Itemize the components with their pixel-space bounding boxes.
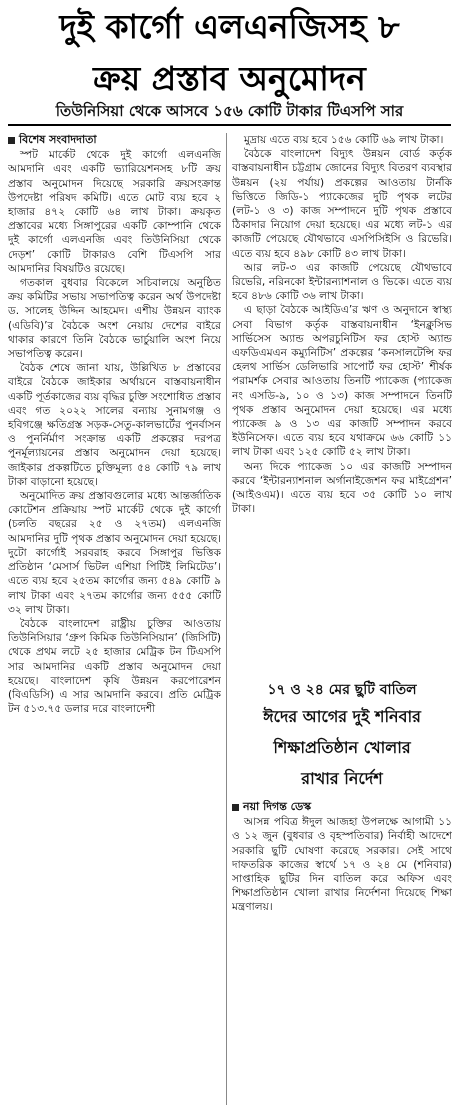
story2-headline-line2: শিক্ষাপ্রতিষ্ঠান খোলার [273, 738, 411, 757]
story2-paragraph: আসন্ন পবিত্র ঈদুল আজহা উপলক্ষে আগামী ১১ ও ১২ জুন (বুধবার ও বৃহস্পতিবার) নির্বাহী আদেশে সরকারি ছুটি ঘোষণা করেছে সরকার। সেই সাথে দাফতরিক কাজের স্বার্থে ১৭ ও ২৪ মে (শনিবার) সাপ্তাহিক ছুটির দিন বাতিল করে অফিস এবং শিক্ষাপ্রতিষ্ঠান খোলা রাখার নির্দেশনা দিয়েছে শিক্ষা মন্ত্রণালয়। [232, 816, 452, 914]
story1-paragraph: বৈঠকে বাংলাদেশ বিদ্যুৎ উন্নয়ন বোর্ড কর্তৃক বাস্তবায়নাধীন চট্টগ্রাম জোনের বিদ্যুৎ বিতরণ ব্যবস্থার উন্নয়ন (২য় পর্যায়) প্রকল্পের আওতায় টার্নকি ভিত্তিতে জিডি-১ প্যাকেজের দুটি পৃথক লটের (লট-১ ও ৩) কাজ সম্পাদনে দুটি পৃথক প্রস্তাবে ঠিকাদার নিয়োগ দেয়া হয়েছে। এর মধ্যে লট-১ এর কাজটি পেয়েছে যৌথভাবে এসপিসিইসি ও রিভেরি। এতে ব্যয় হবে ৪৯৮ কোটি ৪৩ লাখ টাকা। [232, 148, 452, 260]
story1-left-column [8, 133, 221, 1105]
story1-paragraph: আর লট-৩ এর কাজটি পেয়েছে যৌথভাবে রিভেরি, নরিনকো ইন্টারন্যাশনাল ও ভিকে। এতে ব্যয় হবে ৪৮৬ কোটি ৩৬ লাখ টাকা। [232, 261, 452, 303]
story2-headline-line3: রাখার নির্দেশ [301, 769, 383, 788]
story2-headline-line1: ঈদের আগের দুই শনিবার [263, 707, 421, 726]
story1-paragraph: বৈঠক শেষে জানা যায়, উল্লিখিত ৮ প্রস্তাবের বাইরে বৈঠকে জাইকার অর্থায়নে বাস্তবায়নাধীন একটি পূর্তকাজের ব্যয় বৃদ্ধির চুক্তি সংশোধিত প্রস্তাব এবং গত ২০২২ সালের বন্যায় সুনামগঞ্জ ও হবিগঞ্জে ক্ষতিগ্রস্ত সড়ক-সেতু-কালভার্টের পুনর্বাসন ও পুনর্নির্মাণ সংক্রান্ত একটি প্রকল্পের দরপত্র পুনর্মূল্যায়নের প্রস্তাব অনুমোদন দেয়া হয়েছে। জাইকার প্রকল্পটিতে চুক্তিমূল্য ৫৪ কোটি ৭৯ লাখ টাকা বাড়ানো হয়েছে। [8, 362, 221, 488]
story2-kicker: ১৭ ও ২৪ মের ছুটি বাতিল [267, 682, 417, 698]
story1-paragraph: গতকাল বুধবার বিকেলে সচিবালয়ে অনুষ্ঠিত ক্রয় কমিটির সভায় সভাপতিত্ব করেন অর্থ উপদেষ্টা ড. সালেহ উদ্দিন আহমেদ। এশীয় উন্নয়ন ব্যাংক (এডিবি)’র বৈঠকে অংশ নেয়ায় দেশের বাইরে থাকার কারণে তিনি বৈঠকে ভার্চুয়ালি অংশ নিয়ে সভাপতিত্ব করেন। [8, 277, 221, 361]
byline-bullet-icon [8, 137, 15, 144]
story1-right-column [232, 133, 452, 656]
main-headline-line1: দুই কার্গো এলএনজিসহ ৮ [59, 7, 400, 46]
story1-paragraph: অনুমোদিত ক্রয় প্রস্তাবগুলোর মধ্যে আন্তর্জাতিক কোটেশন প্রক্রিয়ায় স্পট মার্কেট থেকে দুই কার্গো (চলতি বছরের ২৫ ও ২৭তম) এলএনজি আমদানির দুটি পৃথক প্রস্তাব অনুমোদন দেয়া হয়েছে। দুটো কার্গোই সরবরাহ করবে সিঙ্গাপুর ভিত্তিক প্রতিষ্ঠান ‘মেসার্স ভিটল এশিয়া পিটিই লিমিটেড’। এতে ব্যয় হবে ২৫তম কার্গোর জন্য ৫৪৯ কোটি ৯ লাখ টাকা এবং ২৭তম কার্গোর জন্য ৫৫৫ কোটি ৩২ লাখ টাকা। [8, 490, 221, 616]
story1-paragraph: এ ছাড়া বৈঠকে আইডিএ’র ঋণ ও অনুদানে স্বাস্থ্য সেবা বিভাগ কর্তৃক বাস্তবায়নাধীন ‘ইনক্লুসিভ সার্ভিসেস অ্যান্ড অপরচুনিটিস ফর হোস্ট অ্যান্ড এফডিএমএন কম্যুনিটিস’ প্রকল্পের ‘কনসালটেন্সি ফর হেলথ সার্ভিস ডেলিভারি সাপোর্ট ফর হোস্ট’ শীর্ষক পরামর্শক সেবার আওতায় তিনটি প্যাকেজ (প্যাকেজ নং এসডি-৯, ১০ ও ১৩) কাজ সম্পাদনে তিনটি পৃথক প্রস্তাব অনুমোদন দেয়া হয়েছে। এর মধ্যে প্যাকেজ ৯ ও ১৩ এর কাজটি সম্পাদন করবে ইউনিসেফ। এতে ব্যয় হবে যথাক্রমে ৬৬ কোটি ১১ লাখ টাকা এবং ১২৫ কোটি ৫২ লাখ টাকা। [232, 304, 452, 459]
story2-byline-text: নয়া দিগন্ত ডেস্ক [243, 800, 312, 813]
story1-paragraph: স্পট মার্কেট থেকে দুই কার্গো এলএনজি আমদানি এবং একটি ভ্যারিয়েশনসহ ৮টি ক্রয় প্রস্তাব অনুমোদন দিয়েছে সরকারি ক্রয়সংক্রান্ত উপদেষ্টা পরিষদ কমিটি। এতে মোট ব্যয় হবে ২ হাজার ৪৭২ কোটি ৬৪ লাখ টাকা। ক্রয়কৃত প্রস্তাবের মধ্যে সিঙ্গাপুরের একটি কোম্পানি থেকে দুই কার্গো এলএনজি এবং তিউনিসিয়া থেকে দেড়শ’ কোটি টাকারও বেশি টিএসপি সার আমদানির বিষয়টিও রয়েছে। [8, 149, 221, 275]
subheadline: তিউনিসিয়া থেকে আসবে ১৫৬ কোটি টাকার টিএসপি সার [55, 102, 404, 120]
byline-bullet-icon [232, 804, 239, 811]
story1-byline [8, 133, 221, 147]
column-divider [226, 133, 227, 1105]
story1-paragraph: মুদ্রায় এতে ব্যয় হবে ১৫৬ কোটি ৬৯ লাখ টাকা। [244, 134, 444, 146]
story1-byline-text: বিশেষ সংবাদদাতা [19, 133, 97, 146]
headline-divider [8, 124, 451, 126]
story2-byline [232, 800, 452, 814]
story2-column [232, 800, 452, 1105]
story1-paragraph: বৈঠকে বাংলাদেশ রাষ্ট্রীয় চুক্তির আওতায় তিউনিসিয়ার ‘গ্রুপ কিমিক তিউনিসিয়ান’ (জিসিটি) থেকে প্রথম লটে ২৫ হাজার মেট্রিক টন টিএসপি সার আমদানির একটি প্রস্তাব অনুমোদন দেয়া হয়েছে। বাংলাদেশ কৃষি উন্নয়ন করপোরেশন (বিএডিসি) এ সার আমদানি করবে। প্রতি মেট্রিক টন ৫১৩.৭৫ ডলার দরে বাংলাদেশী [8, 617, 221, 716]
main-headline-line2: ক্রয় প্রস্তাব অনুমোদন [93, 59, 366, 98]
story1-paragraph: অন্য দিকে প্যাকেজ ১০ এর কাজটি সম্পাদন করবে ‘ইন্টারন্যাশনাল অর্গানাইজেশন ফর মাইগ্রেশন’ (আইওএম)। এতে ব্যয় হবে ৩৫ কোটি ১০ লাখ টাকা। [232, 460, 452, 516]
